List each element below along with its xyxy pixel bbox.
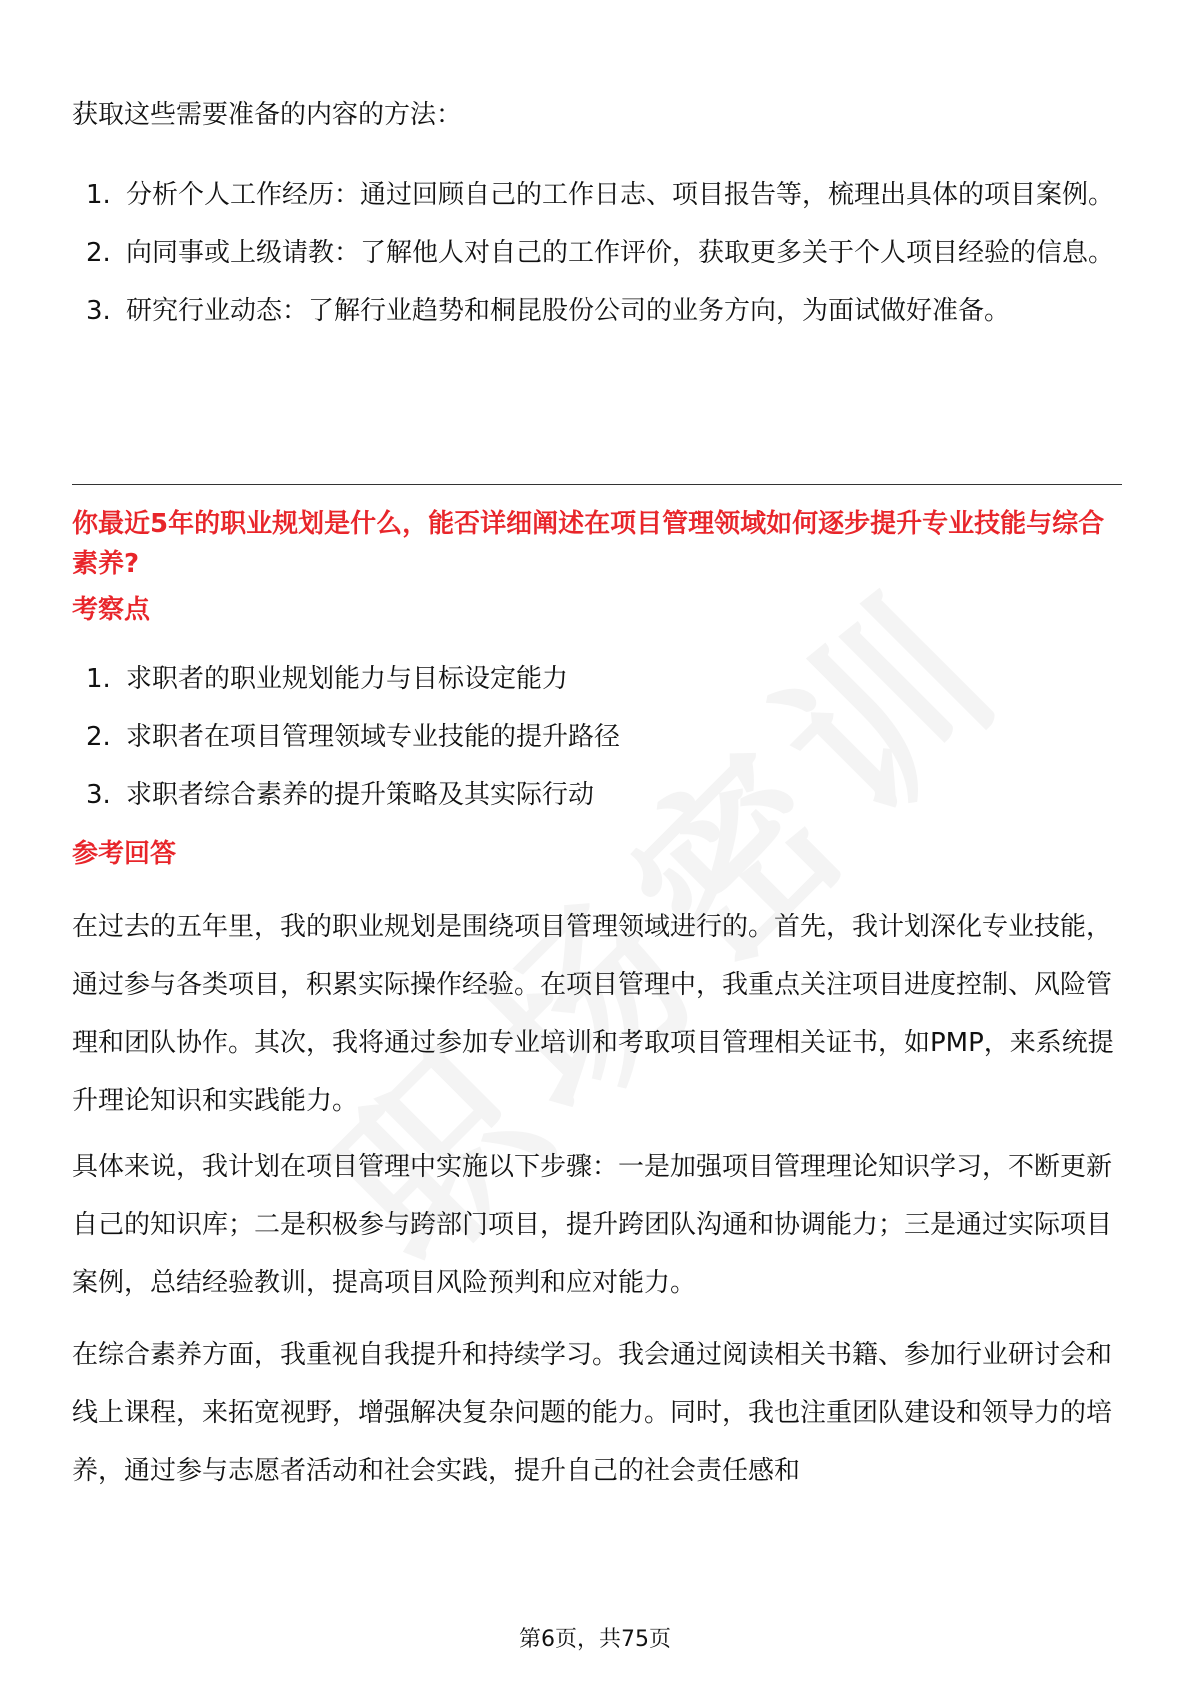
section-divider: [72, 484, 1122, 485]
list-number: 2.: [86, 238, 111, 268]
answer-paragraph: 具体来说，我计划在项目管理中实施以下步骤：一是加强项目管理理论知识学习，不断更新自己的知识库；二是积极参与跨部门项目，提升跨团队沟通和协调能力；三是通过实际项目案例，总结经验教训，提高项目风险预判和应对能力。: [72, 1152, 1113, 1298]
list-item: [72, 650, 1122, 708]
list-number: 3.: [86, 780, 111, 810]
list-text: 研究行业动态：了解行业趋势和桐昆股份公司的业务方向，为面试做好准备。: [126, 296, 1011, 326]
list-text: 向同事或上级请教：了解他人对自己的工作评价，获取更多关于个人项目经验的信息。: [126, 238, 1115, 268]
list-number: 2.: [86, 722, 111, 752]
intro-list: [72, 166, 1122, 340]
list-number: 1.: [86, 664, 111, 694]
page-number: 第6页，共75页: [519, 1627, 671, 1652]
list-item: [72, 766, 1122, 824]
list-item: [72, 708, 1122, 766]
list-text: 求职者在项目管理领域专业技能的提升路径: [126, 722, 621, 752]
list-number: 3.: [86, 296, 111, 326]
list-text: 求职者综合素养的提升策略及其实际行动: [126, 780, 595, 810]
list-number: 1.: [86, 180, 111, 210]
list-text: 求职者的职业规划能力与目标设定能力: [126, 664, 569, 694]
list-item: [72, 224, 1122, 282]
answer-paragraph: 在综合素养方面，我重视自我提升和持续学习。我会通过阅读相关书籍、参加行业研讨会和线上课程，来拓宽视野，增强解决复杂问题的能力。同时，我也注重团队建设和领导力的培养，通过参与志愿者活动和社会实践，提升自己的社会责任感和: [72, 1340, 1113, 1486]
list-text: 分析个人工作经历：通过回顾自己的工作日志、项目报告等，梳理出具体的项目案例。: [126, 180, 1115, 210]
answer-label: 参考回答: [72, 839, 177, 869]
focus-list: [72, 650, 1122, 824]
answer-paragraph: 在过去的五年里，我的职业规划是围绕项目管理领域进行的。首先，我计划深化专业技能，通过参与各类项目，积累实际操作经验。在项目管理中，我重点关注项目进度控制、风险管理和团队协作。其次，我将通过参加专业培训和考取项目管理相关证书，如PMP，来系统提升理论知识和实践能力。: [72, 912, 1114, 1116]
list-item: [72, 282, 1122, 340]
focus-label: 考察点: [72, 595, 151, 625]
question-title: 你最近5年的职业规划是什么，能否详细阐述在项目管理领域如何逐步提升专业技能与综合素养?: [72, 509, 1105, 579]
list-item: [72, 166, 1122, 224]
intro-title: 获取这些需要准备的内容的方法：: [72, 100, 463, 130]
